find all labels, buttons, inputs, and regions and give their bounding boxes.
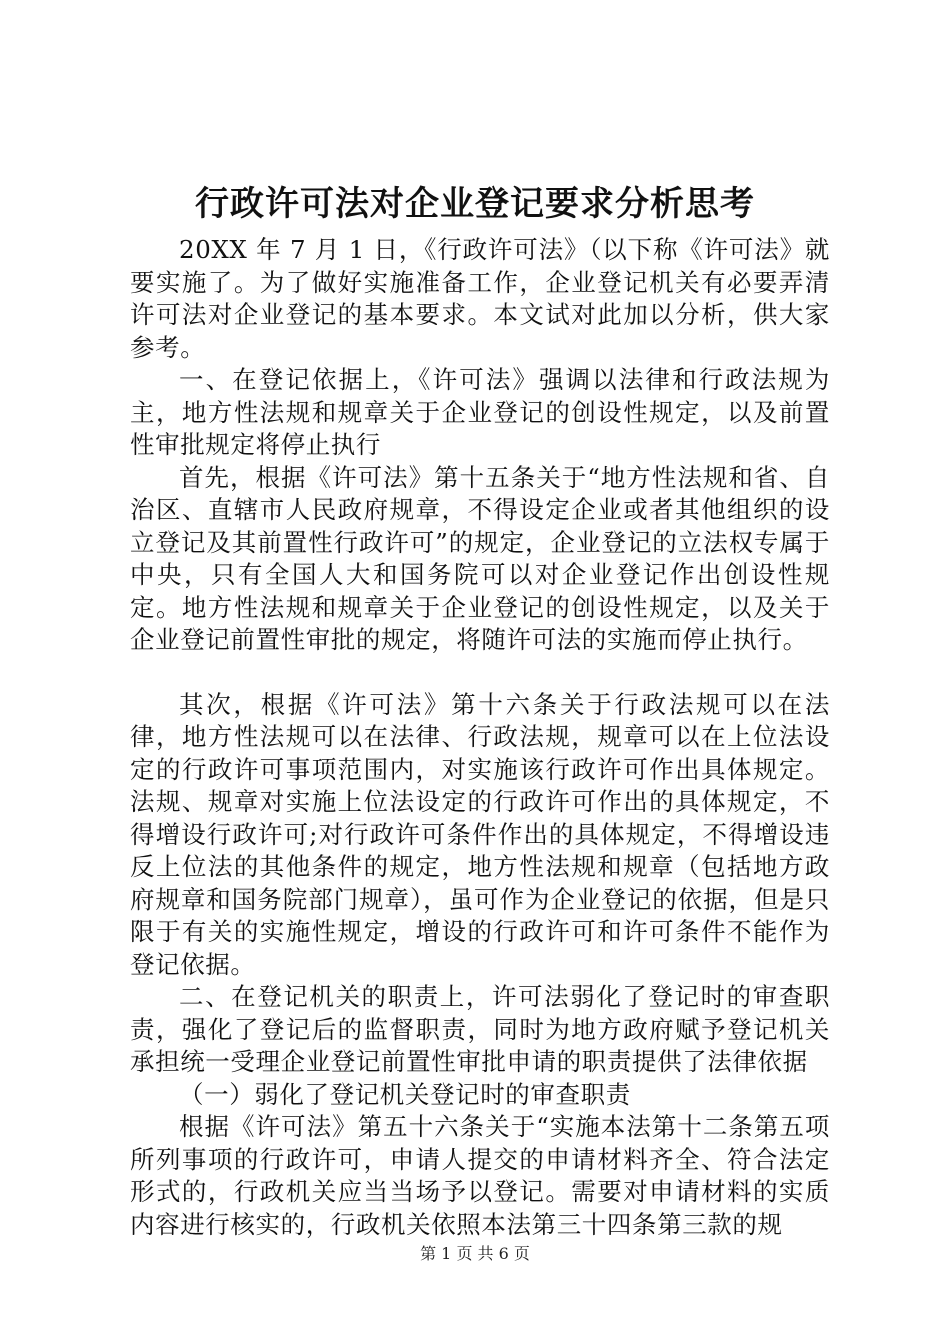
- paragraph: 一、在登记依据上，《许可法》强调以法律和行政法规为主，地方性法规和规章关于企业登记的创设性规定，以及前置性审批规定将停止执行: [130, 365, 830, 459]
- document-body: [130, 234, 830, 1241]
- page-footer: 第 1 页 共 6 页: [420, 1244, 530, 1263]
- paragraph: 其次，根据《许可法》第十六条关于行政法规可以在法律，地方性法规可以在法律、行政法规，规章可以在上位法设定的行政许可事项范围内，对实施该行政许可作出具体规定。法规、规章对实施上位法设定的行政许可作出的具体规定，不得增设行政许可;对行政许可条件作出的具体规定，不得增设违反上位法的其他条件的规定，地方性法规和规章（包括地方政府规章和国务院部门规章），虽可作为企业登记的依据，但是只限于有关的实施性规定，增设的行政许可和许可条件不能作为登记依据。: [130, 689, 830, 979]
- document-title: 行政许可法对企业登记要求分析思考: [195, 184, 755, 224]
- paragraph: 根据《许可法》第五十六条关于“实施本法第十二条第五项所列事项的行政许可，申请人提交的申请材料齐全、符合法定形式的，行政机关应当当场予以登记。需要对申请材料的实质内容进行核实的，行政机关依照本法第三十四条第三款的规: [130, 1112, 830, 1239]
- paragraph: 20XX 年 7 月 1 日，《行政许可法》（以下称《许可法》就要实施了。为了做好实施准备工作，企业登记机关有必要弄清许可法对企业登记的基本要求。本文试对此加以分析，供大家参考。: [130, 235, 830, 362]
- paragraph: 二、在登记机关的职责上，许可法弱化了登记时的审查职责，强化了登记后的监督职责，同时为地方政府赋予登记机关承担统一受理企业登记前置性审批申请的职责提供了法律依据: [130, 982, 830, 1076]
- paragraph: 首先，根据《许可法》第十五条关于“地方性法规和省、自治区、直辖市人民政府规章，不得设定企业或者其他组织的设立登记及其前置性行政许可”的规定，企业登记的立法权专属于中央，只有全国人大和国务院可以对企业登记作出创设性规定。地方性法规和规章关于企业登记的创设性规定，以及关于企业登记前置性审批的规定，将随许可法的实施而停止执行。: [130, 462, 830, 654]
- paragraph: （一）弱化了登记机关登记时的审查职责: [179, 1079, 631, 1109]
